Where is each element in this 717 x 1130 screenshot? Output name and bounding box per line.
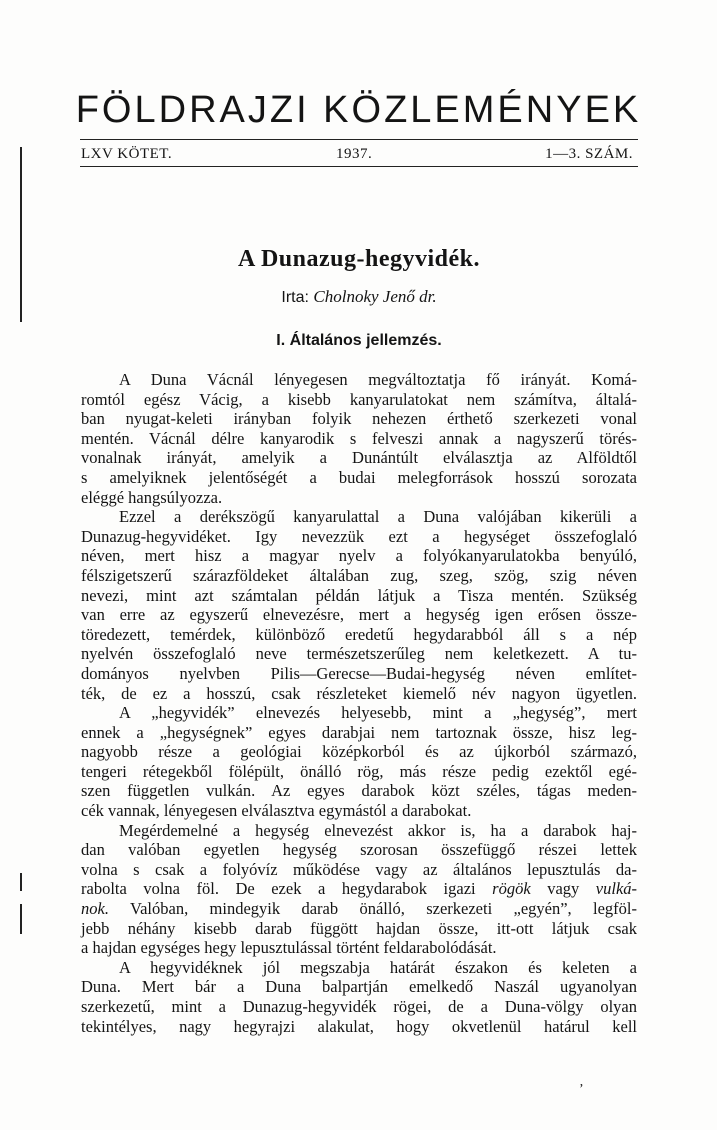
body-line: s amelyiknek jelentőségét a budai melegforrások hosszú sorozata <box>81 467 637 487</box>
margin-line-mark <box>20 147 22 322</box>
body-line: A Duna Vácnál lényegesen megváltoztatja fő irányát. Komá- <box>119 370 637 389</box>
body-line: cék vannak, lényegesen elválasztva egymástól a darabokat. <box>81 801 472 821</box>
stray-mark: ʼ <box>579 1082 584 1097</box>
section-heading: I. Általános jellemzés. <box>276 332 442 349</box>
text-run: vagy <box>547 879 580 899</box>
body-line: szerkezetű, mint a Dunazug-hegyvidék rögei, de a Duna-völgy olyan <box>81 997 637 1016</box>
body-line: A „hegyvidék” elnevezés helyesebb, mint a „hegység”, mert <box>119 703 637 723</box>
body-line: A hegyvidéknek jól megszabja határát északon és keleten a <box>119 957 637 977</box>
body-line: Ezzel a derékszögű kanyarulattal a Duna valójában kikerüli a <box>119 507 637 527</box>
body-line: nagyobb része a geológiai középkorból és az újkorból származó, <box>81 742 637 762</box>
header-rule-bottom <box>80 166 638 167</box>
body-line <box>81 879 637 899</box>
body-line: Dunazug-hegyvidéket. Igy nevezzük ezt a hegységet összefoglaló <box>81 526 637 546</box>
body-line: töredezett, temérdek, különböző eredetű hegydarabból áll s a nép <box>81 624 637 644</box>
body-line: nevezi, mint azt számtalan példán látjuk a Tisza mentén. Szükség <box>81 585 637 605</box>
emphasis-text: rögök <box>492 879 531 899</box>
body-line: tekintélyes, nagy hegyrajzi alakulat, hogy okvetlenül határul kell <box>81 1016 637 1036</box>
body-line: nyelvén összefoglaló neve természetszerűleg nem keletkezett. A tu- <box>81 644 637 664</box>
body-line: ennek a „hegységnek” egyes darabjai nem tartoznak össze, hisz leg- <box>81 722 637 742</box>
body-line: tengeri rétegekből fölépült, önálló rög, más része pedig ezektől egé- <box>81 761 637 781</box>
text-run: rabolta volna föl. De ezek a hegydarabok igazi <box>81 879 476 899</box>
body-line: dan valóban egyetlen hegység szorosan összefüggő részei lettek <box>81 840 637 860</box>
journal-title: FÖLDRAJZI KÖZLEMÉNYEK <box>75 89 642 131</box>
margin-line-mark <box>20 873 22 891</box>
byline-prefix: Irta: <box>281 289 309 306</box>
margin-line-mark <box>20 904 22 934</box>
body-line: félszigetszerű szárazföldeket általában zug, szeg, szög, szig néven <box>81 565 637 585</box>
body-line: van erre az egyszerű elnevezésre, mert a hegység igen erősen össze- <box>81 605 637 625</box>
body-line: a hajdan egységes hegy lepusztulással történt feldarabolódását. <box>81 938 497 958</box>
volume-label: LXV KÖTET. <box>81 146 173 162</box>
byline <box>80 287 638 308</box>
body-line: vonalnak irányát, amelyik a Dunántúlt elválasztja az Alföldtől <box>81 448 637 468</box>
body-line: jebb néhány kisebb darab függött hajdan össze, itt-ott látjuk csak <box>81 918 637 938</box>
body-line: mentén. Vácnál délre kanyarodik s felveszi annak a nagyszerű törés- <box>81 428 637 448</box>
issue-label: 1—3. SZÁM. <box>545 146 633 162</box>
text-run: Valóban, mindegyik darab önálló, szerkezeti „egyén”, legföl- <box>130 899 637 919</box>
article-title: A Dunazug-hegyvidék. <box>237 246 481 272</box>
year-label: 1937. <box>336 146 373 162</box>
body-line: szen független vulkán. Az egyes darabok közt széles, tágas meden- <box>81 781 637 801</box>
body-line: volna s csak a folyóvíz működése vagy az általános lepusztulás da- <box>81 859 637 879</box>
body-line <box>81 899 637 919</box>
header-rule-top <box>80 139 638 140</box>
body-line: Megérdemelné a hegység elnevezést akkor is, ha a darabok haj- <box>119 820 637 840</box>
body-line: eléggé hangsúlyozza. <box>81 487 223 507</box>
emphasis-text: vulká- <box>595 879 638 899</box>
body-line: Duna. Mert bár a Duna balpartján emelkedő Naszál ugyanolyan <box>81 977 637 997</box>
body-line: romtól egész Vácig, a kisebb kanyarulatokat nem számítva, általá- <box>81 389 637 409</box>
body-line: néven, mert hisz a magyar nyelv a folyókanyarulatokba benyúló, <box>81 546 637 566</box>
body-line: dományos nyelvben Pilis—Gerecse—Budai-hegység néven említet- <box>81 663 637 683</box>
emphasis-text: nok. <box>81 899 109 919</box>
body-line: ték, de ez a hosszú, csak részleteket kiemelő név nagyon ügyetlen. <box>81 683 637 703</box>
author-name: Cholnoky Jenő dr. <box>313 287 437 306</box>
article-body <box>81 370 637 1036</box>
body-line: ban nyugat-keleti irányban folyik nehezen érthető szerkezeti vonal <box>81 409 637 429</box>
